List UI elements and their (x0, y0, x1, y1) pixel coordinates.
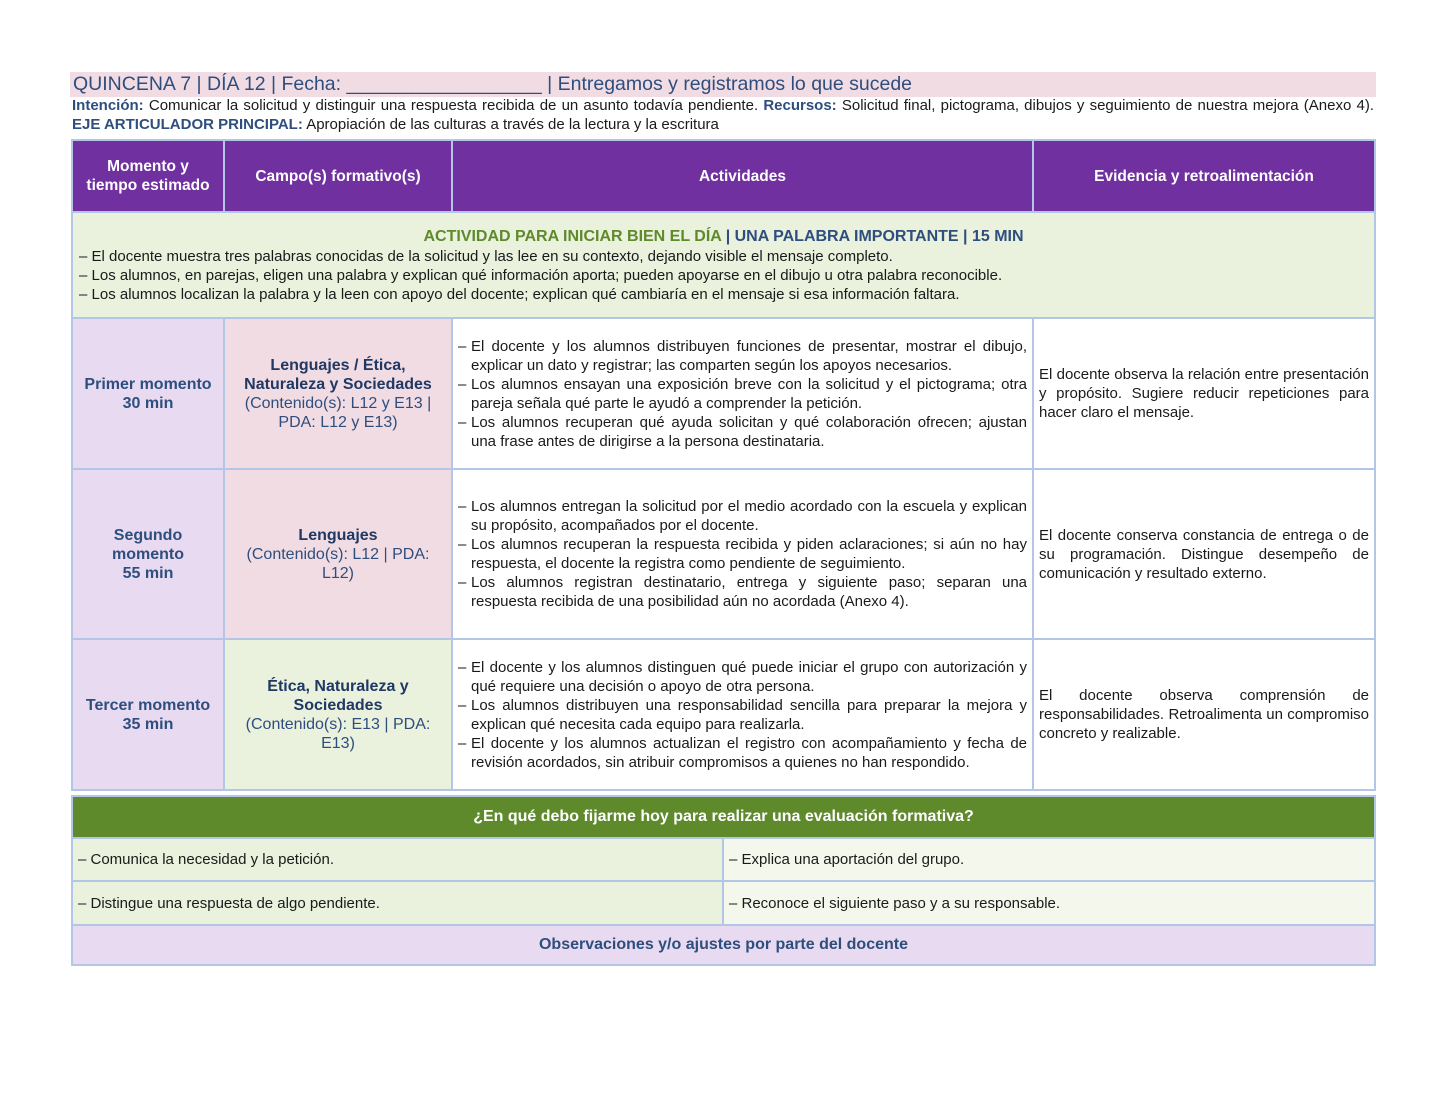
column-header-moment: Momento y tiempo estimado (72, 140, 224, 212)
page-title: QUINCENA 7 | DÍA 12 | Fecha: __________________ | Entregamos y registramos lo que sucede (70, 72, 1376, 97)
campo-name: Lenguajes (298, 526, 378, 544)
campo-name: Ética, Naturaleza y Sociedades (267, 677, 409, 714)
moment-cell (72, 639, 224, 790)
campo-cell (224, 469, 452, 639)
moment-name: Segundo momento (112, 526, 184, 563)
start-activity-item: – El docente muestra tres palabras conocidas de la solicitud y las lee en su contexto, dejando visible el mensaje completo. (79, 248, 893, 265)
observations-row (72, 925, 1375, 965)
activities-list (458, 658, 1027, 772)
evaluation-row (72, 838, 1375, 881)
activities-cell (452, 639, 1033, 790)
table-row-second-moment (72, 469, 1375, 639)
moment-name: Tercer momento (85, 696, 211, 714)
evaluation-header-row (72, 796, 1375, 838)
start-activity-row (72, 212, 1375, 318)
campo-content: (Contenido(s): E13 | PDA: E13) (245, 715, 431, 752)
resources-label: Recursos: (763, 97, 837, 114)
evaluation-item: – Comunica la necesidad y la petición. (72, 838, 723, 881)
start-activity-title-blue: | UNA PALABRA IMPORTANTE | 15 MIN (721, 228, 1024, 245)
campo-name: Lenguajes / Ética, Naturaleza y Sociedades (244, 356, 432, 393)
column-header-campo: Campo(s) formativo(s) (224, 140, 452, 212)
evaluation-item: – Reconoce el siguiente paso y a su responsable. (723, 881, 1375, 925)
evidence-cell: El docente conserva constancia de entrega o de su programación. Distingue desempeño de comunicación y resultado externo. (1033, 469, 1375, 639)
campo-content: (Contenido(s): L12 y E13 | PDA: L12 y E13) (244, 394, 432, 431)
moment-cell (72, 469, 224, 639)
start-activity-title-green: ACTIVIDAD PARA INICIAR BIEN EL DÍA (423, 228, 722, 245)
column-header-activities: Actividades (452, 140, 1033, 212)
activities-list (458, 497, 1027, 611)
activities-cell (452, 318, 1033, 469)
activity-item: – Los alumnos ensayan una exposición breve con la solicitud y el pictograma; otra pareja señala qué parte le ayudó a comprender la petición. (458, 375, 1027, 413)
moment-cell (72, 318, 224, 469)
table-row-first-moment (72, 318, 1375, 469)
moment-time: 35 min (122, 715, 174, 733)
activity-item: – Los alumnos registran destinatario, entrega y siguiente paso; separan una respuesta recibida de una posibilidad aún no acordada (Anexo 4). (458, 573, 1027, 611)
intention-text: Comunicar la solicitud y distinguir una respuesta recibida de un asunto todavía pendiente. (148, 97, 759, 114)
moment-time: 30 min (122, 394, 174, 412)
column-header-evidence: Evidencia y retroalimentación (1033, 140, 1375, 212)
start-activity-cell (72, 212, 1375, 318)
evaluation-table (71, 795, 1376, 966)
start-activity-title (79, 227, 1368, 247)
campo-cell (224, 318, 452, 469)
axis-label: EJE ARTICULADOR PRINCIPAL: (72, 116, 303, 133)
activity-item: – El docente y los alumnos distinguen qué puede iniciar el grupo con autorización y qué requiere una decisión o apoyo de otra persona. (458, 658, 1027, 696)
evaluation-title: ¿En qué debo fijarme hoy para realizar una evaluación formativa? (72, 796, 1375, 838)
axis-text: Apropiación de las culturas a través de la lectura y la escritura (306, 116, 719, 133)
activity-item: – El docente y los alumnos distribuyen funciones de presentar, mostrar el dibujo, explicar un dato y registrar; las comparten según los apoyos necesarios. (458, 337, 1027, 375)
activities-list (458, 337, 1027, 451)
evidence-cell: El docente observa comprensión de responsabilidades. Retroalimenta un compromiso concreto y realizable. (1033, 639, 1375, 790)
campo-cell (224, 639, 452, 790)
campo-content: (Contenido(s): L12 | PDA: L12) (246, 545, 430, 582)
table-row-third-moment (72, 639, 1375, 790)
start-activity-item: – Los alumnos, en parejas, eligen una palabra y explican qué información aporta; pueden apoyarse en el dibujo u otra palabra reconocible. (79, 267, 1003, 284)
table-header-row (72, 140, 1375, 212)
evaluation-item: – Distingue una respuesta de algo pendiente. (72, 881, 723, 925)
moment-name: Primer momento (84, 375, 212, 393)
activities-cell (452, 469, 1033, 639)
activity-item: – Los alumnos recuperan qué ayuda solicitan y qué colaboración ofrecen; ajustan una frase antes de dirigirse a la persona destinataria. (458, 413, 1027, 451)
evaluation-item: – Explica una aportación del grupo. (723, 838, 1375, 881)
activity-item: – El docente y los alumnos actualizan el registro con acompañamiento y fecha de revisión acordados, sin atribuir compromisos a quienes no han respondido. (458, 734, 1027, 772)
evidence-cell: El docente observa la relación entre presentación y propósito. Sugiere reducir repeticiones para hacer claro el mensaje. (1033, 318, 1375, 469)
start-activity-item: – Los alumnos localizan la palabra y la leen con apoyo del docente; explican qué cambiaría en el mensaje si esa información faltara. (79, 286, 960, 303)
intention-label: Intención: (72, 97, 144, 114)
evaluation-row (72, 881, 1375, 925)
planning-table (71, 139, 1376, 791)
resources-text: Solicitud final, pictograma, dibujos y seguimiento de nuestra mejora (Anexo 4). (841, 97, 1374, 114)
intention-paragraph (72, 96, 1374, 134)
activity-item: – Los alumnos entregan la solicitud por el medio acordado con la escuela y explican su propósito, acompañados por el docente. (458, 497, 1027, 535)
activity-item: – Los alumnos distribuyen una responsabilidad sencilla para preparar la mejora y explican qué necesita cada equipo para realizarla. (458, 696, 1027, 734)
activity-item: – Los alumnos recuperan la respuesta recibida y piden aclaraciones; si aún no hay respuesta, el docente la registra como pendiente de seguimiento. (458, 535, 1027, 573)
moment-time: 55 min (122, 564, 174, 582)
observations-label: Observaciones y/o ajustes por parte del docente (72, 925, 1375, 965)
